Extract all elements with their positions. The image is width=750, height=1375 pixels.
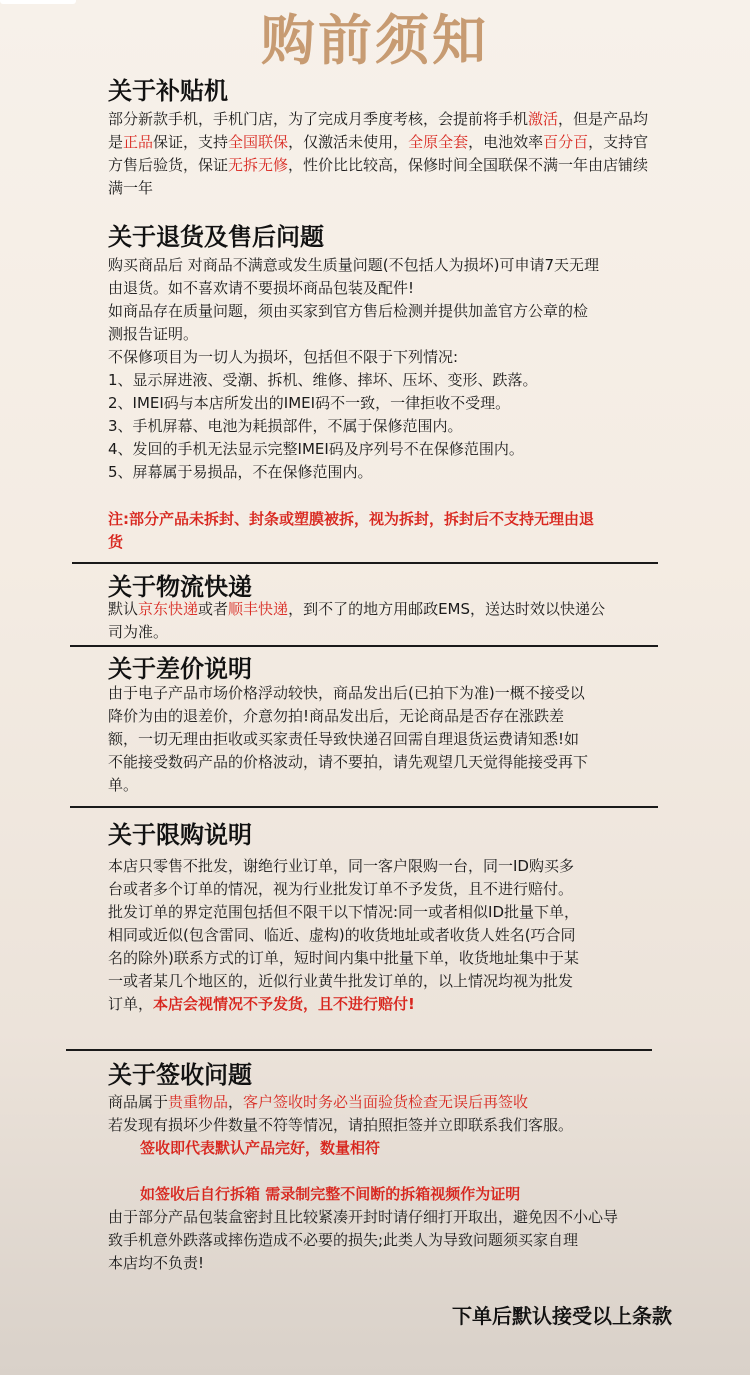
heading-returns: 关于退货及售后问题 [108, 223, 324, 251]
sign-text-2: 如签收后自行拆箱 需录制完整不间断的拆箱视频作为证明 由于部分产品包装盒密封且比较紧凑开封时请仔细打开取出，避免因不小心导 致手机意外跌落或摔伤造成不必要的损失;此类人为导致问题须买家自理 本店均不负责! [108, 1185, 619, 1272]
footer-terms: 下单后默认接受以上条款 [452, 1304, 672, 1328]
divider [72, 562, 658, 564]
returns-note: 注:部分产品未拆封、封条或塑膜被拆，视为拆封，拆封后不支持无理由退 货 [108, 510, 595, 551]
limit-text: 本店只零售不批发，谢绝行业订单，同一客户限购一台，同一ID购买多 台或者多个订单的情况，视为行业批发订单不予发货，且不进行赔付。 批发订单的界定范围包括但不限干以下情况:同一或者相似ID批量下单， 相同或近似(包含雷同、临近、虚构)的收货地址或者收货人姓名(巧合同 名的除外)联系方式的订单，短时间内集中批量下单，收货地址集中于某 一或者某几个地区的，近似行业黄牛批发订单的，以上情况均视为批发 订单，本店会视情况不予发货，且不进行赔付! [108, 857, 580, 1013]
top-tab-indicator [0, 0, 76, 4]
page-title: 购前须知 [261, 9, 489, 72]
subsidy-text: 部分新款手机，手机门店，为了完成月季度考核，会提前将手机激活，但是产品均 是正品保证，支持全国联保，仅激活未使用，全原全套，电池效率百分百，支持官 方售后验货，保证无拆无修，性价比比较高，保修时间全国联保不满一年由店铺续 满一年 [108, 110, 649, 197]
returns-text: 购买商品后 对商品不满意或发生质量问题(不包括人为损坏)可申请7天无理 由退货。如不喜欢请不要损坏商品包装及配件! 如商品存在质量问题，须由买家到官方售后检测并提供加盖官方公章的检 测报告证明。 不保修项目为一切人为损坏，包括但不限于下列情况: 1、显示屏进液、受潮、拆机、维修、摔坏、压坏、变形、跌落。 2、IMEI码与本店所发出的IMEI码不一致，一律拒收不受理。 3、手机屏幕、电池为耗损部件，不属于保修范围内。 4、发回的手机无法显示完整IMEI码及序列号不在保修范围内。 5、屏幕属于易损品，不在保修范围内。 [108, 256, 600, 481]
heading-limit: 关于限购说明 [108, 821, 252, 849]
logistics-text: 默认京东快递或者顺丰快递，到不了的地方用邮政EMS，送达时效以快递公 司为准。 [108, 600, 606, 641]
red-highlight: 激活 [528, 110, 559, 128]
heading-price: 关于差价说明 [108, 655, 252, 683]
divider [66, 1049, 652, 1051]
divider [70, 645, 658, 647]
divider [70, 806, 658, 808]
price-text: 由于电子产品市场价格浮动较快，商品发出后(已拍下为准)一概不接受以 降价为由的退差价，介意勿拍!商品发出后，无论商品是否存在涨跌差 额，一切无理由拒收或买家责任导致快递召回需自理退货运费请知悉!如 不能接受数码产品的价格波动，请不要拍，请先观望几天觉得能接受再下 单。 [108, 684, 589, 794]
heading-logistics: 关于物流快递 [108, 573, 252, 601]
heading-sign: 关于签收问题 [108, 1061, 252, 1089]
sign-text: 商品属于贵重物品，客户签收时务必当面验货检查无误后再签收 若发现有损坏少件数量不符等情况，请拍照拒签并立即联系我们客服。 签收即代表默认产品完好，数量相符 [108, 1093, 574, 1157]
heading-subsidy: 关于补贴机 [108, 77, 228, 105]
